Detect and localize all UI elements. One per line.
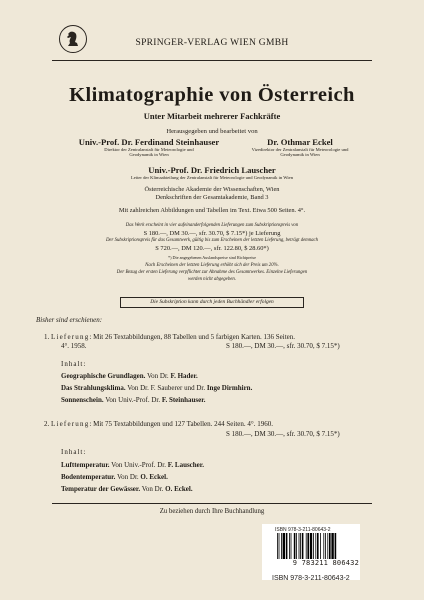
content-item	[61, 384, 252, 392]
terms-line-6: Der Bezug der ersten Lieferung verpflichtet zur Abnahme des Gesamtwerkes. Einzelne Lieferungen	[116, 270, 308, 275]
delivery-number: 2.	[44, 420, 50, 428]
content-title: Bodentemperatur.	[61, 473, 116, 481]
book-title: Klimatographie von Österreich	[69, 84, 355, 106]
terms-line-1: Das Werk erscheint in vier aufeinanderfolgenden Lieferungen zum Subskriptionspreis von	[125, 223, 299, 228]
series-line-2: Denkschriften der Gesamtakademie, Band 3	[155, 194, 269, 201]
content-by: Von Univ.-Prof. Dr.	[109, 461, 168, 469]
delivery-1	[44, 333, 394, 342]
editor-eckel	[240, 137, 360, 158]
delivery-2-contents-label: Inhalt:	[61, 448, 87, 456]
content-by: Von Univ.-Prof. Dr.	[103, 396, 162, 404]
terms-line-3: Der Subskriptionspreis für das Gesamtwerk, gültig bis zum Erscheinen der letzten Lieferung, beträgt demnach	[105, 238, 319, 243]
content-item	[61, 396, 205, 404]
content-title: Lufttemperatur.	[61, 461, 110, 469]
editor-name: Univ.-Prof. Dr. Ferdinand Steinhauser	[78, 137, 220, 147]
content-author: F. Lauscher.	[167, 461, 205, 469]
content-by: Von Dr. F. Sauberer und Dr.	[125, 384, 207, 392]
availability-line: Zu beziehen durch Ihre Buchhandlung	[159, 508, 265, 515]
content-title: Temperatur der Gewässer.	[61, 485, 141, 493]
editor-name: Univ.-Prof. Dr. Friedrich Lauscher	[148, 165, 276, 175]
editor-affiliation: Direktor der Zentralanstalt für Meteorologie und Geodynamik in Wien	[104, 147, 194, 158]
terms-line-2: S 180.—, DM 30.—, sfr. 30.70, $ 7.15*) je Lieferung	[143, 230, 281, 237]
header-rule	[52, 60, 372, 61]
terms-line-5: Nach Erscheinen der letzten Lieferung erhöht sich der Preis um 20%.	[145, 263, 279, 268]
content-item	[61, 473, 168, 481]
content-author: O. Eckel.	[165, 485, 193, 493]
delivery-1-date: 4°. 1958.	[61, 342, 87, 350]
terms-footnote: *) Die angegebenen Auslandspreise sind Richtpreise	[167, 255, 257, 260]
book-subtitle: Unter Mitarbeit mehrerer Fachkräfte	[143, 111, 281, 121]
edited-by-label: Herausgegeben und bearbeitet von	[166, 128, 258, 135]
editor-affiliation: Leiter der Klimaabteilung der Zentralanstalt für Meteorologie und Geodynamik in Wien	[131, 175, 293, 180]
content-by: Von Dr.	[145, 372, 171, 380]
delivery-label: Lieferung	[51, 420, 90, 428]
content-title: Sonnenschein.	[61, 396, 104, 404]
terms-line-4: S 720.—, DM 120.—, sfr. 122.80, $ 28.60*)	[155, 245, 269, 252]
editor-name: Dr. Othmar Eckel	[267, 137, 333, 147]
content-title: Das Strahlungsklima.	[61, 384, 126, 392]
footer-rule	[52, 503, 372, 504]
delivery-number: 1.	[44, 333, 50, 341]
isbn-label-bottom: ISBN 978-3-211-80643-2	[272, 575, 350, 582]
content-author: F. Hader.	[170, 372, 198, 380]
content-item	[61, 485, 193, 493]
terms-line-7: werden nicht abgegeben.	[188, 277, 236, 282]
delivery-2	[44, 420, 394, 429]
content-title: Geographische Grundlagen.	[61, 372, 146, 380]
content-item	[61, 461, 204, 469]
delivery-description: : Mit 75 Textabbildungen und 127 Tabellen. 244 Seiten. 4°. 1960.	[89, 420, 273, 428]
subscription-notice: Die Subskription kann durch jeden Buchhändler erfolgen	[120, 297, 304, 308]
delivery-1-contents-label: Inhalt:	[61, 360, 87, 368]
content-author: O. Eckel.	[140, 473, 168, 481]
editor-affiliation: Vizedirektor der Zentralanstalt für Meteorologie und Geodynamik in Wien	[251, 147, 349, 158]
delivery-description: : Mit 26 Textabbildungen, 88 Tabellen und 5 farbigen Karten. 136 Seiten.	[89, 333, 296, 341]
editor-steinhauser	[74, 137, 224, 158]
content-author: Inge Dirmhirn.	[206, 384, 253, 392]
series-line-1: Österreichische Akademie der Wissenschaften, Wien	[144, 186, 280, 193]
content-author: F. Steinhauser.	[161, 396, 206, 404]
editor-lauscher	[62, 165, 362, 180]
delivery-1-price: S 180.—, DM 30.—, sfr. 30.70, $ 7.15*)	[226, 342, 340, 350]
delivery-label: Lieferung	[51, 333, 90, 341]
barcode-number: 9 783211 806432	[265, 559, 359, 567]
published-label: Bisher sind erschienen:	[36, 316, 103, 324]
content-by: Von Dr.	[115, 473, 141, 481]
content-item	[61, 372, 198, 380]
publisher-name: SPRINGER-VERLAG WIEN GMBH	[135, 38, 289, 48]
book-extent: Mit zahlreichen Abbildungen und Tabellen im Text. Etwa 500 Seiten. 4°.	[118, 207, 306, 214]
content-by: Von Dr.	[140, 485, 166, 493]
isbn-label-top: ISBN 978-3-211-80643-2	[275, 527, 331, 533]
delivery-2-price: S 180.—, DM 30.—, sfr. 30.70, $ 7.15*)	[226, 430, 340, 438]
